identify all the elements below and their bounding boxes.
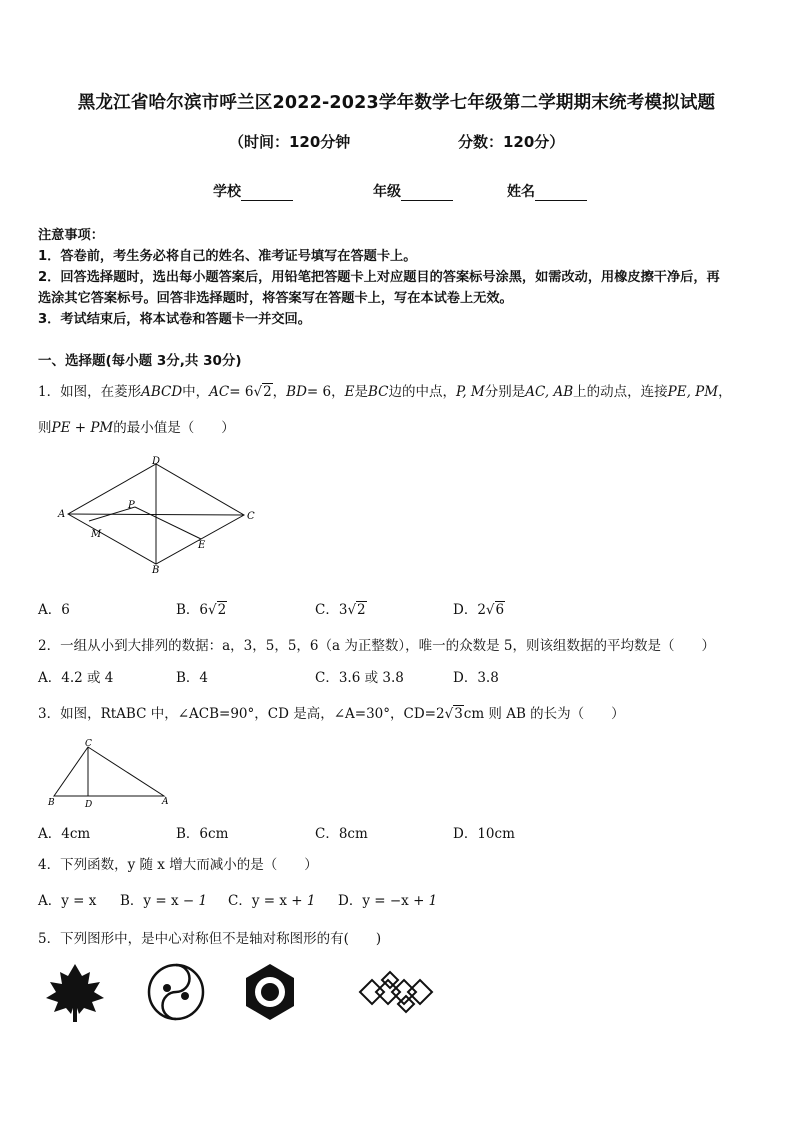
q1-option-a[interactable]: A．6 — [38, 602, 70, 618]
label-c: C — [247, 511, 255, 522]
notice-item: 2．回答选择题时，选出每小题答案后，用铅笔把答题卡上对应题目的答案标号涂黑，如需改动，用橡皮擦干净后，再 — [38, 270, 720, 285]
q4-option-c[interactable]: C．y = x + 1 — [228, 893, 316, 909]
symmetry-figures — [38, 962, 458, 1032]
q3-option-a[interactable]: A．4cm — [38, 826, 91, 842]
name-blank[interactable] — [535, 186, 587, 201]
label-c: C — [85, 739, 92, 749]
q3-option-c[interactable]: C．8cm — [315, 826, 368, 842]
notice-heading: 注意事项： — [38, 228, 104, 243]
q3-option-b[interactable]: B．6cm — [176, 826, 229, 842]
name-field[interactable] — [507, 181, 587, 201]
label-m: M — [91, 529, 102, 540]
question-1-text-line2: 则PE + PM的最小值是（ ） — [38, 420, 235, 436]
grade-label: 年级 — [373, 184, 401, 200]
notice-item: 选涂其它答案标号。回答非选择题时，将答案写在答题卡上，写在本试卷上无效。 — [38, 291, 513, 306]
school-label: 学校 — [213, 184, 241, 200]
right-triangle-figure — [45, 735, 180, 810]
label-d: D — [152, 456, 161, 467]
label-b: B — [48, 798, 55, 808]
notice-item: 1．答卷前，考生务必将自己的姓名、准考证号填写在答题卡上。 — [38, 249, 417, 264]
maple-leaf-icon — [46, 964, 104, 1022]
triangle-outline — [54, 747, 164, 796]
rhombus-figure — [55, 455, 265, 575]
q2-option-a[interactable]: A．4.2 或 4 — [38, 670, 114, 686]
grade-blank[interactable] — [401, 186, 453, 201]
name-label: 姓名 — [507, 184, 535, 200]
sqrt-symbol: 3 — [454, 706, 463, 722]
time-label: （时间：120分钟 — [229, 133, 351, 151]
q4-option-d[interactable]: D．y = −x + 1 — [338, 893, 438, 909]
yin-yang-icon — [149, 965, 203, 1019]
q1-option-b[interactable]: B．6√2 — [176, 602, 227, 618]
sqrt-symbol: 2 — [263, 384, 272, 400]
label-e: E — [198, 540, 206, 551]
exam-title: 黑龙江省哈尔滨市呼兰区2022-2023学年数学七年级第二学期期末统考模拟试题 — [77, 93, 716, 113]
q3-option-d[interactable]: D．10cm — [453, 826, 515, 842]
q2-option-d[interactable]: D．3.8 — [453, 670, 499, 686]
score-label: 分数：120分） — [458, 133, 565, 151]
question-3-text: 3．如图，RtABC 中，∠ACB=90°，CD 是高，∠A=30°，CD=2√3cm 则 AB 的长为（ ） — [38, 706, 625, 722]
section-heading: 一、选择题(每小题 3分,共 30分) — [38, 353, 242, 369]
school-field[interactable] — [213, 181, 293, 201]
diamond-chain-icon — [360, 972, 432, 1012]
q1-option-d[interactable]: D．2√6 — [453, 602, 505, 618]
school-blank[interactable] — [241, 186, 293, 201]
hex-nut-icon — [246, 964, 294, 1020]
segment-pe — [135, 507, 201, 539]
grade-field[interactable] — [373, 181, 453, 201]
q4-option-a[interactable]: A．y = x — [38, 893, 97, 909]
label-p: P — [128, 500, 135, 511]
q1-option-c[interactable]: C．3√2 — [315, 602, 366, 618]
question-5-text: 5．下列图形中，是中心对称但不是轴对称图形的有( ) — [38, 931, 382, 947]
q4-option-b[interactable]: B．y = x − 1 — [120, 893, 208, 909]
label-a: A — [162, 797, 169, 807]
diagonal-ac — [68, 514, 244, 515]
label-a: A — [58, 509, 66, 520]
notice-item: 3．考试结束后，将本试卷和答题卡一并交回。 — [38, 312, 311, 327]
question-1-text: 1．如图，在菱形ABCD中，AC= 6√2，BD= 6，E是BC边的中点，P, M分别是AC, AB上的动点，连接PE, PM， — [38, 384, 732, 400]
q2-option-c[interactable]: C．3.6 或 3.8 — [315, 670, 404, 686]
question-4-text: 4．下列函数，y 随 x 增大而减小的是（ ） — [38, 857, 318, 873]
q2-option-b[interactable]: B．4 — [176, 670, 209, 686]
label-d: D — [85, 800, 93, 810]
question-2-text: 2．一组从小到大排列的数据：a，3，5，5，6（a 为正整数），唯一的众数是 5，则该组数据的平均数是（ ） — [38, 638, 715, 654]
label-b: B — [152, 565, 160, 575]
